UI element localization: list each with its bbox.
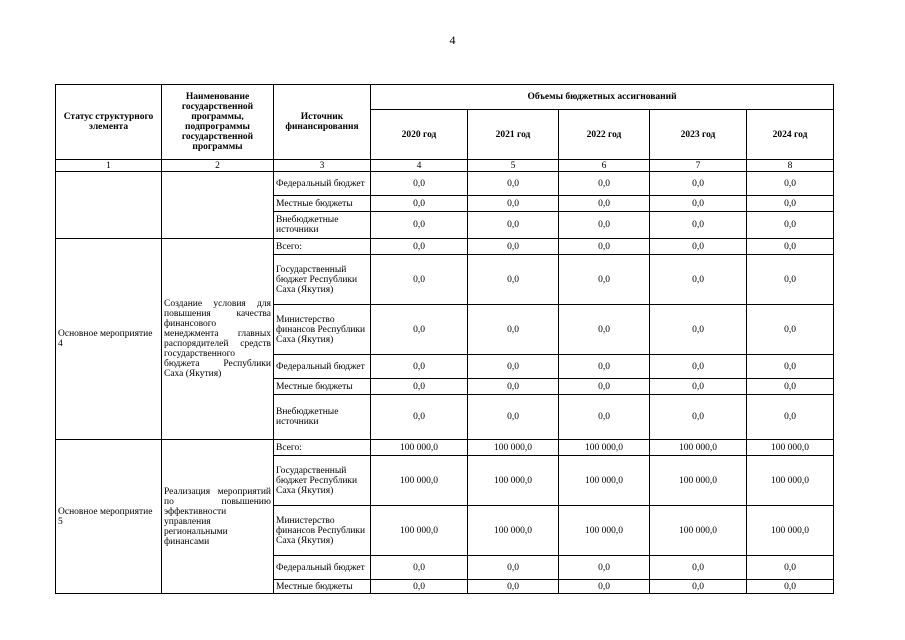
value-cell: 100 000,0: [559, 456, 650, 506]
funding-source: Местные бюджеты: [274, 196, 371, 212]
column-number-row: [56, 160, 834, 172]
value-cell: 0,0: [559, 395, 650, 440]
value-cell: 0,0: [650, 305, 747, 355]
value-cell: 0,0: [371, 196, 468, 212]
table-row: [56, 239, 834, 255]
value-cell: 0,0: [371, 305, 468, 355]
value-cell: 0,0: [747, 196, 834, 212]
status-cell: [56, 172, 162, 239]
value-cell: 100 000,0: [371, 456, 468, 506]
value-cell: 0,0: [559, 255, 650, 305]
header-funding-source: Источник финансирования: [274, 85, 371, 160]
status-cell: Основное мероприятие 5: [56, 440, 162, 594]
value-cell: 0,0: [747, 239, 834, 255]
value-cell: 0,0: [468, 255, 559, 305]
status-cell: Основное мероприятие 4: [56, 239, 162, 440]
value-cell: 100 000,0: [559, 506, 650, 556]
column-number: 1: [56, 160, 162, 172]
value-cell: 100 000,0: [371, 506, 468, 556]
value-cell: 0,0: [747, 172, 834, 196]
value-cell: 0,0: [371, 556, 468, 580]
funding-source: Местные бюджеты: [274, 379, 371, 395]
value-cell: 0,0: [468, 395, 559, 440]
funding-source: Внебюджетные источники: [274, 212, 371, 239]
value-cell: 0,0: [559, 305, 650, 355]
value-cell: 100 000,0: [650, 456, 747, 506]
header-year: 2023 год: [650, 110, 747, 160]
value-cell: 100 000,0: [371, 440, 468, 456]
value-cell: 100 000,0: [747, 440, 834, 456]
value-cell: 0,0: [559, 556, 650, 580]
page-number: 4: [449, 33, 456, 47]
value-cell: 0,0: [371, 239, 468, 255]
value-cell: 0,0: [468, 355, 559, 379]
column-number: 6: [559, 160, 650, 172]
funding-source: Министерство финансов Республики Саха (Якутия): [274, 305, 371, 355]
value-cell: 0,0: [747, 395, 834, 440]
value-cell: 0,0: [747, 255, 834, 305]
value-cell: 0,0: [650, 239, 747, 255]
value-cell: 0,0: [371, 395, 468, 440]
header-budget-volumes: Объемы бюджетных ассигнований: [371, 85, 834, 110]
value-cell: 0,0: [747, 212, 834, 239]
value-cell: 0,0: [650, 212, 747, 239]
value-cell: 0,0: [650, 255, 747, 305]
column-number: 5: [468, 160, 559, 172]
funding-source: Внебюджетные источники: [274, 395, 371, 440]
value-cell: 0,0: [468, 556, 559, 580]
column-number: 8: [747, 160, 834, 172]
value-cell: 0,0: [559, 196, 650, 212]
funding-source: Местные бюджеты: [274, 580, 371, 594]
value-cell: 0,0: [371, 580, 468, 594]
value-cell: 0,0: [468, 239, 559, 255]
program-name-cell: Реализация мероприятий по повышению эффективности управления региональными финансами: [162, 440, 274, 594]
value-cell: 0,0: [747, 305, 834, 355]
funding-source: Федеральный бюджет: [274, 355, 371, 379]
value-cell: 100 000,0: [650, 506, 747, 556]
header-status: Статус структурного элемента: [56, 85, 162, 160]
column-number: 2: [162, 160, 274, 172]
value-cell: 0,0: [468, 580, 559, 594]
value-cell: 0,0: [650, 379, 747, 395]
value-cell: 0,0: [371, 355, 468, 379]
value-cell: 100 000,0: [747, 506, 834, 556]
program-name-cell: Создание условия для повышения качества финансового менеджмента главных распорядителей средств государственного бюджета Республики Саха (Якутия): [162, 239, 274, 440]
program-name-cell: [162, 172, 274, 239]
column-number: 4: [371, 160, 468, 172]
table-row: [56, 172, 834, 196]
value-cell: 0,0: [559, 355, 650, 379]
header-year: 2021 год: [468, 110, 559, 160]
header-year: 2020 год: [371, 110, 468, 160]
value-cell: 0,0: [468, 172, 559, 196]
value-cell: 0,0: [559, 172, 650, 196]
funding-source: Федеральный бюджет: [274, 172, 371, 196]
value-cell: 0,0: [559, 379, 650, 395]
header-year: 2024 год: [747, 110, 834, 160]
value-cell: 100 000,0: [559, 440, 650, 456]
funding-source: Федеральный бюджет: [274, 556, 371, 580]
value-cell: 0,0: [371, 255, 468, 305]
value-cell: 0,0: [650, 355, 747, 379]
value-cell: 100 000,0: [747, 456, 834, 506]
header-program-name: Наименование государственной программы, подпрограммы государственной программы: [162, 85, 274, 160]
budget-allocation-table: [55, 84, 834, 594]
value-cell: 0,0: [650, 580, 747, 594]
value-cell: 0,0: [747, 355, 834, 379]
value-cell: 100 000,0: [468, 440, 559, 456]
value-cell: 0,0: [747, 379, 834, 395]
funding-source: Министерство финансов Республики Саха (Якутия): [274, 506, 371, 556]
value-cell: 0,0: [747, 580, 834, 594]
value-cell: 0,0: [468, 196, 559, 212]
column-number: 3: [274, 160, 371, 172]
value-cell: 0,0: [559, 212, 650, 239]
funding-source: Всего:: [274, 239, 371, 255]
value-cell: 0,0: [468, 305, 559, 355]
value-cell: 0,0: [650, 172, 747, 196]
value-cell: 100 000,0: [650, 440, 747, 456]
header-year: 2022 год: [559, 110, 650, 160]
column-number: 7: [650, 160, 747, 172]
value-cell: 0,0: [371, 172, 468, 196]
value-cell: 0,0: [650, 556, 747, 580]
value-cell: 0,0: [371, 212, 468, 239]
funding-source: Государственный бюджет Республики Саха (Якутия): [274, 255, 371, 305]
table-row: [56, 440, 834, 456]
value-cell: 0,0: [650, 196, 747, 212]
value-cell: 0,0: [468, 212, 559, 239]
value-cell: 100 000,0: [468, 506, 559, 556]
funding-source: Всего:: [274, 440, 371, 456]
value-cell: 100 000,0: [468, 456, 559, 506]
value-cell: 0,0: [747, 556, 834, 580]
funding-source: Государственный бюджет Республики Саха (Якутия): [274, 456, 371, 506]
value-cell: 0,0: [468, 379, 559, 395]
value-cell: 0,0: [650, 395, 747, 440]
value-cell: 0,0: [371, 379, 468, 395]
value-cell: 0,0: [559, 239, 650, 255]
value-cell: 0,0: [559, 580, 650, 594]
